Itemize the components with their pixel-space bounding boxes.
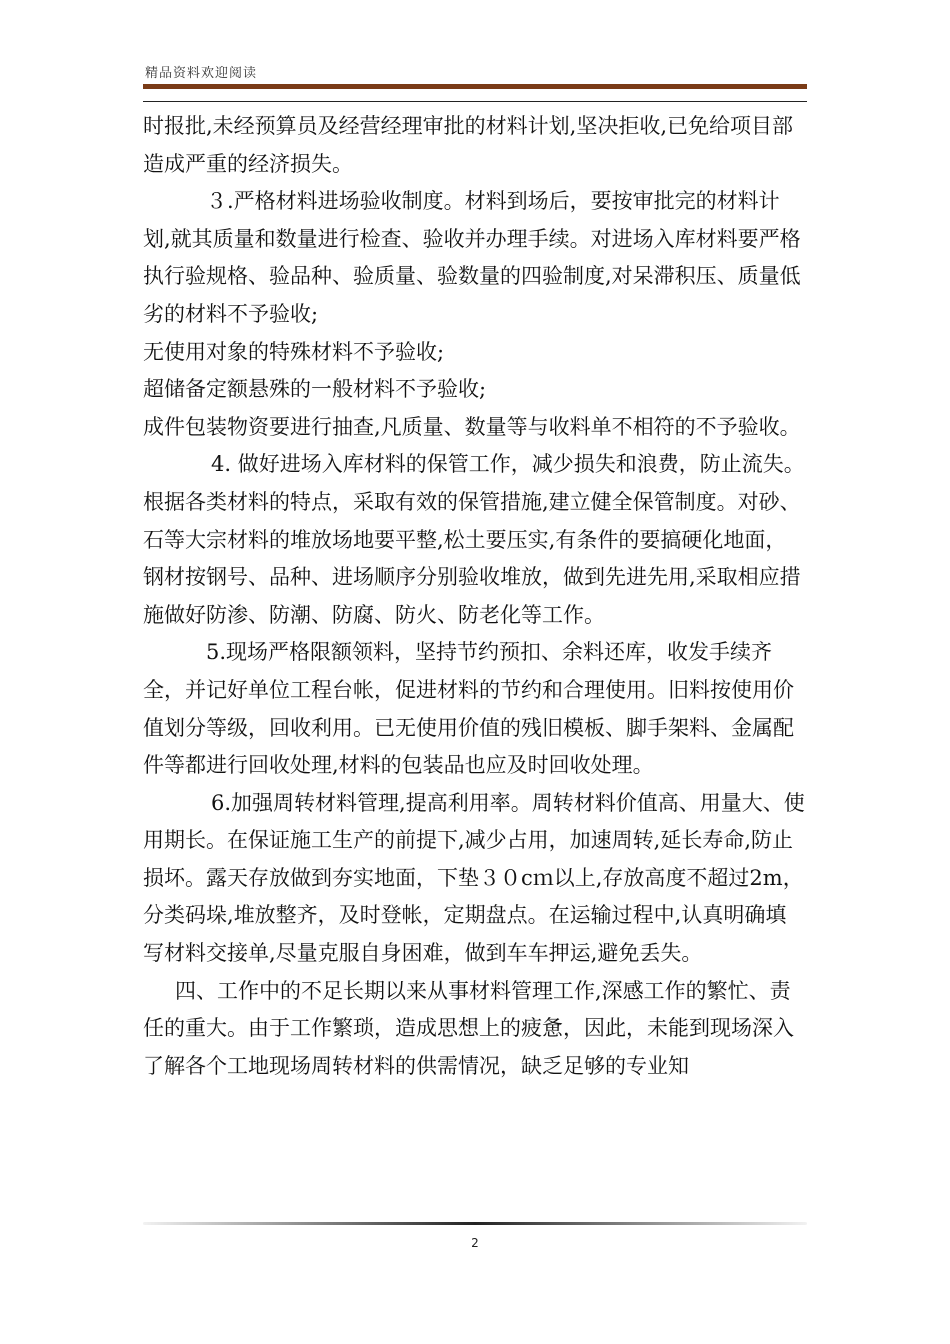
paragraph: 四、工作中的不足长期以来从事材料管理工作,深感工作的繁忙、责任的重大。由于工作繁琐，造成思想上的疲惫，因此，未能到现场深入了解各个工地现场周转材料的供需情况，缺乏足够的专业知 (143, 978, 794, 1078)
paragraph: 5.现场严格限额领料，坚持节约预扣、余料还库，收发手续齐全，并记好单位工程台帐，促进材料的节约和合理使用。旧料按使用价值划分等级，回收利用。已无使用价值的残旧模板、脚手架料、金属配件等都进行回收处理,材料的包装品也应及时回收处理。 (143, 640, 794, 778)
footer-rule (143, 1222, 807, 1225)
paragraph: 无使用对象的特殊材料不予验收; (143, 339, 445, 364)
paragraph: 6.加强周转材料管理,提高利用率。周转材料价值高、用量大、使用期长。在保证施工生产的前提下,减少占用，加速周转,延长寿命,防止损坏。露天存放做到夯实地面，下垫３０cｍ以上,存放高度不超过2m，分类码垛,堆放整齐，及时登帐，定期盘点。在运输过程中,认真明确填写材料交接单,尽量克服自身困难，做到车车押运,避免丢失。 (143, 790, 805, 966)
paragraph: 成件包装物资要进行抽查,凡质量、数量等与收料单不相符的不予验收。 (143, 414, 801, 439)
paragraph: 4. 做好进场入库材料的保管工作，减少损失和浪费，防止流失。根据各类材料的特点，采取有效的保管措施,建立健全保管制度。对砂、石等大宗材料的堆放场地要平整,松土要压实,有条件的要搞硬化地面，钢材按钢号、品种、进场顺序分别验收堆放，做到先进先用,采取相应措施做好防渗、防潮、防腐、防火、防老化等工作。 (143, 452, 805, 627)
paragraph: 超储备定额悬殊的一般材料不予验收; (143, 377, 487, 402)
paragraph: 时报批,未经预算员及经营经理审批的材料计划,坚决拒收,已免给项目部造成严重的经济损失。 (143, 114, 794, 176)
header-rule-thick (143, 84, 807, 89)
page-header: 精品资料欢迎阅读 (145, 66, 258, 81)
paragraph: ３.严格材料进场验收制度。材料到场后，要按审批完的材料计划,就其质量和数量进行检查、验收并办理手续。对进场入库材料要严格执行验规格、验品种、验质量、验数量的四验制度,对呆滞积压、质量低劣的材料不予验收; (143, 189, 801, 326)
page-number: 2 (471, 1236, 479, 1250)
document-body (143, 108, 807, 1085)
header-rule-thin (143, 101, 807, 102)
